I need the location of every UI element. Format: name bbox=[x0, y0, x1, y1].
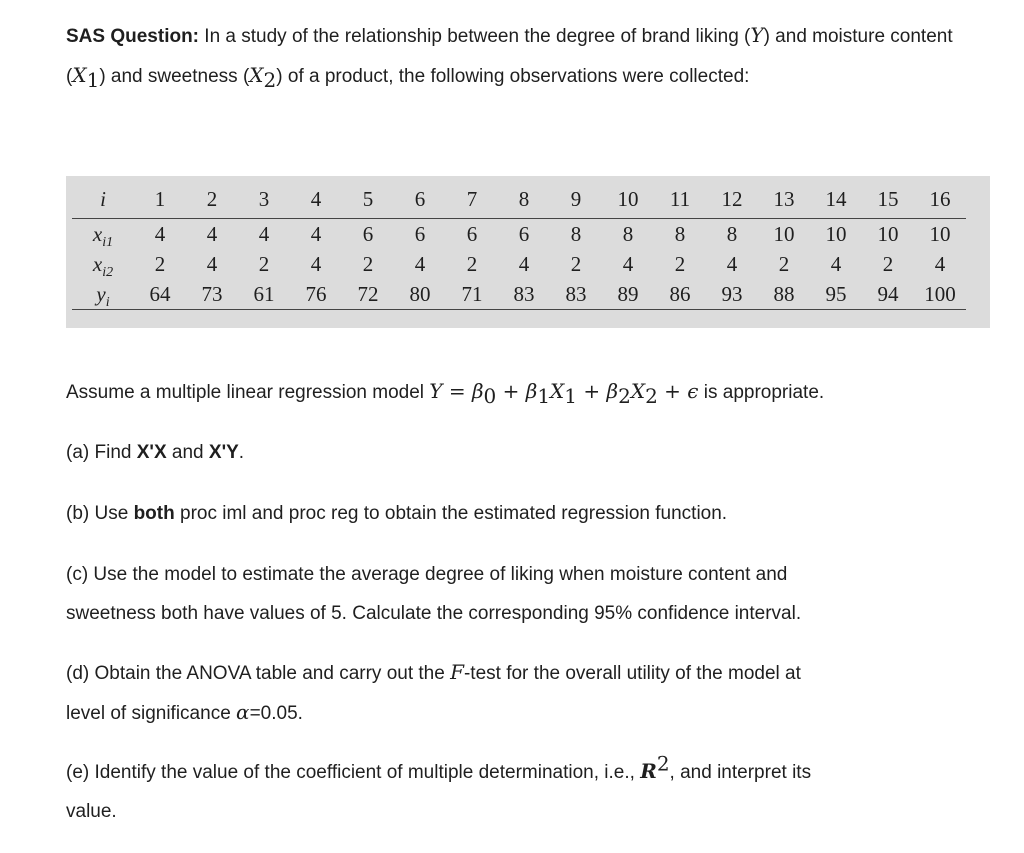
model-statement: Assume a multiple linear regression model $Y = \beta_0 + \beta_1X_1 + \beta_2X_2 + \epsilon$ is appropriate. bbox=[66, 379, 825, 408]
row-label-xi2: $x_{i2}$ bbox=[92, 252, 114, 281]
data-table-box bbox=[66, 176, 990, 328]
row-label-yi: $y_i$ bbox=[72, 279, 134, 310]
question-c: (c) Use the model to estimate the average degree of liking when moisture content and sweetness both have values of 5. Calculate the corresponding 95% confidence interval. bbox=[66, 564, 802, 624]
table-row-xi1: $x_{i1}$ 4 4 4 4 6 6 6 6 8 8 8 8 10 10 10 10 bbox=[72, 219, 966, 250]
data-table bbox=[72, 184, 966, 310]
question-d: (d) Obtain the ANOVA table and carry out the F-test for the overall utility of the model at level of significance α=0.05. bbox=[66, 660, 801, 724]
row-label-i: i bbox=[72, 184, 134, 219]
table-row-yi: $y_i$ 64 73 61 76 72 80 71 83 83 89 86 93 88 95 94 100 bbox=[72, 279, 966, 310]
question-e: (e) Identify the value of the coefficient of multiple determination, i.e., $R^2$, and interpret its value. bbox=[66, 751, 812, 822]
table-row-xi2: $x_{i2}$ 2 4 2 4 2 4 2 4 2 4 2 4 2 4 2 4 bbox=[72, 249, 966, 279]
question-a: (a) Find X'X and X'Y. bbox=[66, 442, 245, 463]
table-header-row: i 1 2 3 4 5 6 7 8 9 10 11 12 13 14 15 16 bbox=[72, 184, 966, 219]
question-intro: SAS Question: In a study of the relationship between the degree of brand liking (Y) and moisture content $(X_1)$ and sweetness $(X_2)$ of a product, the following observations were collected: bbox=[66, 23, 953, 92]
question-b: (b) Use both proc iml and proc reg to obtain the estimated regression function. bbox=[66, 503, 728, 524]
row-label-xi1: $x_{i1}$ bbox=[92, 222, 114, 251]
intro-bold-prefix: SAS Question: bbox=[66, 26, 200, 47]
